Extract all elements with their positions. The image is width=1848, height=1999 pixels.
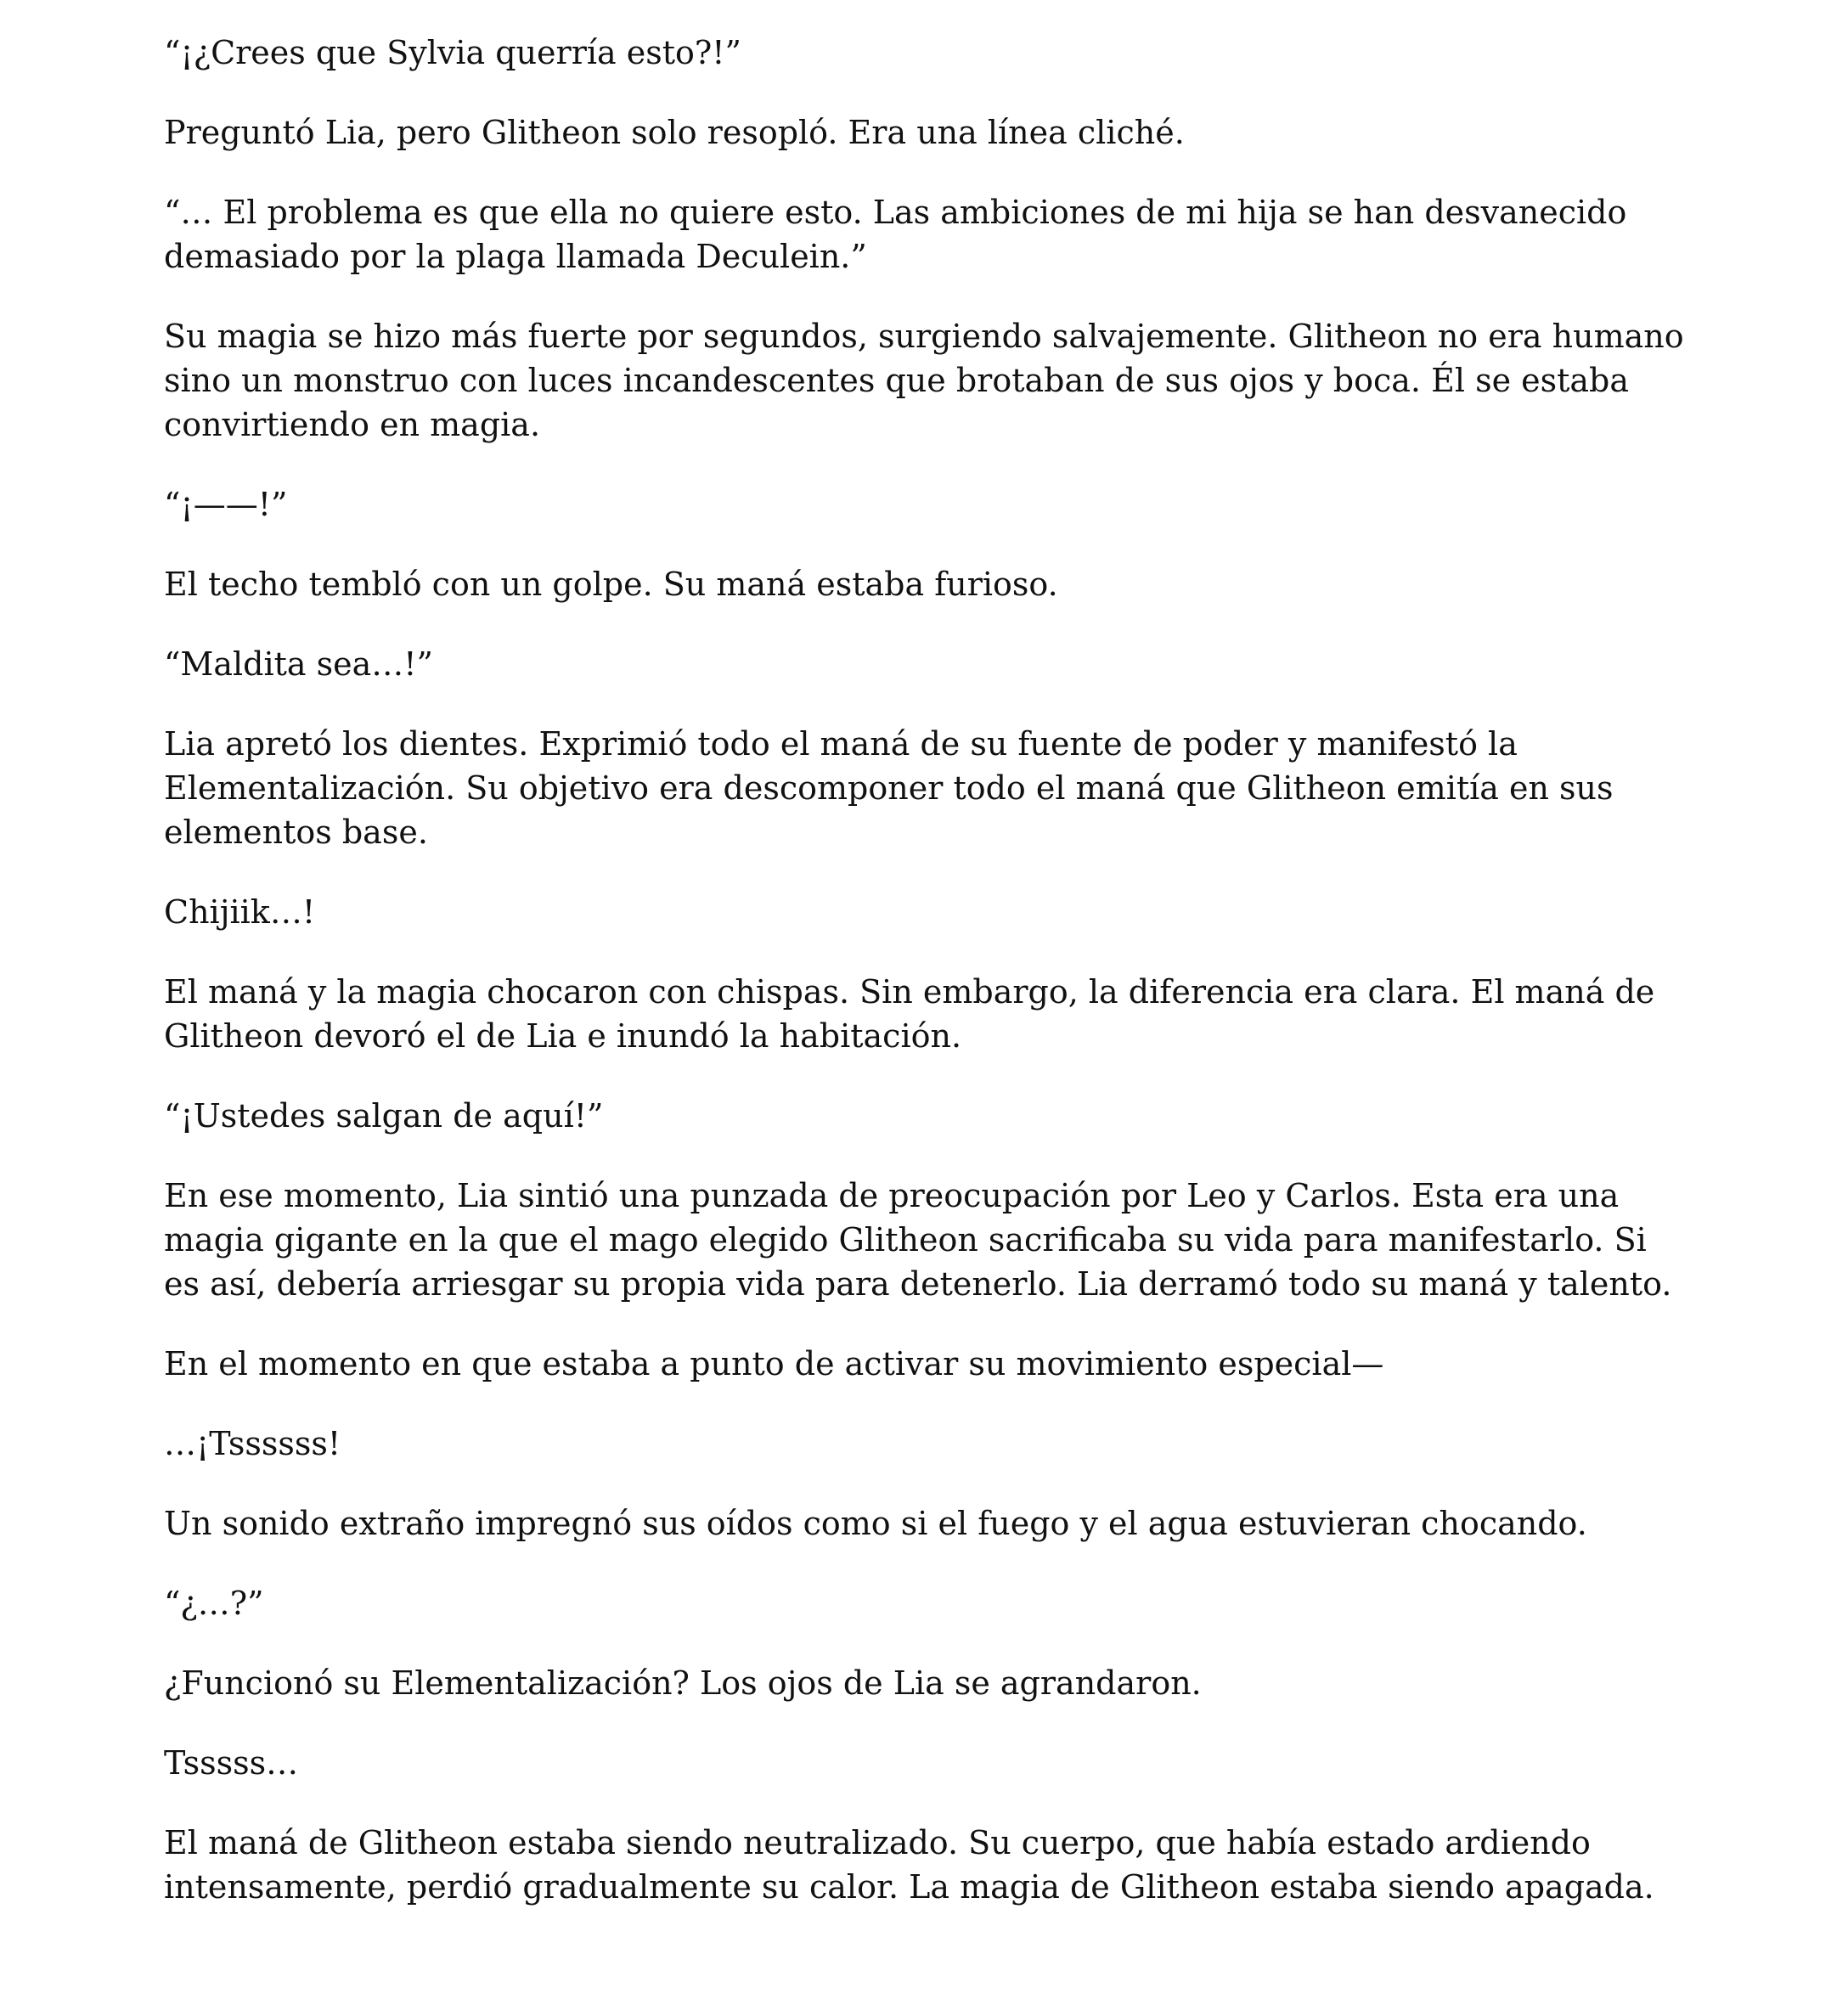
paragraph: Chijiik…! — [164, 893, 316, 931]
paragraph: “Maldita sea…!” — [164, 645, 433, 683]
paragraph: En ese momento, Lia sintió una punzada de preocupación por Leo y Carlos. Esta era una magia gigante en la que el mago elegido Glitheon sacrificaba su vida para manifestarlo. Si es así, debería arriesgar su propia vida para detenerlo. Lia derramó todo su maná y talento. — [164, 1177, 1672, 1303]
document-page — [164, 31, 1684, 1945]
paragraph: Un sonido extraño impregnó sus oídos como si el fuego y el agua estuvieran chocando. — [164, 1505, 1587, 1542]
paragraph: Preguntó Lia, pero Glitheon solo resopló. Era una línea cliché. — [164, 114, 1185, 151]
paragraph: El maná y la magia chocaron con chispas. Sin embargo, la diferencia era clara. El maná de Glitheon devoró el de Lia e inundó la habitación. — [164, 973, 1655, 1055]
paragraph: ¿Funcionó su Elementalización? Los ojos de Lia se agrandaron. — [164, 1664, 1202, 1702]
paragraph: …¡Tssssss! — [164, 1425, 341, 1462]
paragraph: “¡Ustedes salgan de aquí!” — [164, 1097, 604, 1135]
paragraph: “… El problema es que ella no quiere esto. Las ambiciones de mi hija se han desvanecido demasiado por la plaga llamada Deculein.” — [164, 194, 1627, 275]
paragraph: Lia apretó los dientes. Exprimió todo el maná de su fuente de poder y manifestó la Elementalización. Su objetivo era descomponer todo el maná que Glitheon emitía en sus elementos base. — [164, 725, 1614, 851]
paragraph: “¿…?” — [164, 1585, 264, 1622]
paragraph: “¡——!” — [164, 486, 288, 523]
paragraph: Su magia se hizo más fuerte por segundos, surgiendo salvajemente. Glitheon no era humano sino un monstruo con luces incandescentes que brotaban de sus ojos y boca. Él se estaba convirtiendo en magia. — [164, 318, 1684, 443]
paragraph: Tsssss… — [164, 1744, 299, 1782]
paragraph: El maná de Glitheon estaba siendo neutralizado. Su cuerpo, que había estado ardiendo intensamente, perdió gradualmente su calor. La magia de Glitheon estaba siendo apagada. — [164, 1824, 1654, 1906]
paragraph: “¡¿Crees que Sylvia querría esto?!” — [164, 34, 741, 71]
paragraph: El techo tembló con un golpe. Su maná estaba furioso. — [164, 566, 1058, 603]
paragraph: En el momento en que estaba a punto de activar su movimiento especial— — [164, 1345, 1384, 1382]
